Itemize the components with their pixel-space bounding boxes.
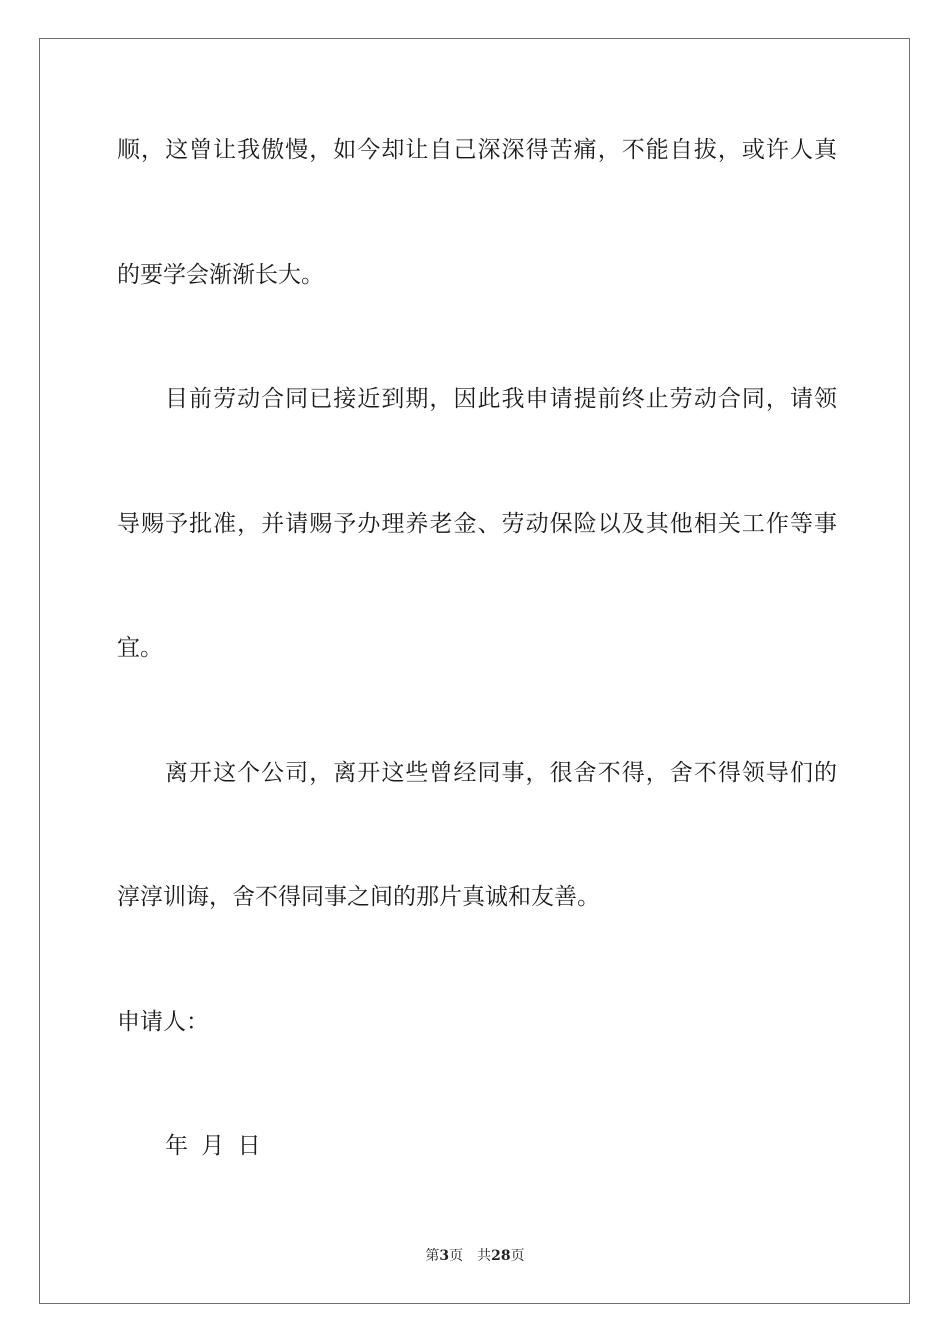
page-suffix: 页 [449,1248,464,1264]
page-frame [39,38,910,1304]
page-number: 3 [439,1248,450,1264]
body-line-4: 导赐予批准，并请赐予办理养老金、劳动保险以及其他相关工作等事 [117,511,837,537]
page-prefix: 第 [425,1248,440,1264]
body-line-2: 的要学会渐渐长大。 [117,262,324,288]
total-pages: 28 [491,1248,511,1264]
body-line-7: 淳淳训诲，舍不得同事之间的那片真诚和友善。 [117,884,600,910]
body-line-3: 目前劳动合同已接近到期，因此我申请提前终止劳动合同，请领 [165,386,837,412]
total-prefix: 共 [477,1248,492,1264]
date-line: 年 月 日 [165,1133,261,1159]
body-line-1: 顺，这曾让我傲慢，如今却让自己深深得苦痛，不能自拔，或许人真 [117,137,837,163]
total-suffix: 页 [510,1248,525,1264]
body-line-6: 离开这个公司，离开这些曾经同事，很舍不得，舍不得领导们的 [165,760,837,786]
page-footer [0,1247,950,1265]
applicant-label: 申请人： [117,1009,209,1035]
body-line-5: 宜。 [117,635,163,661]
